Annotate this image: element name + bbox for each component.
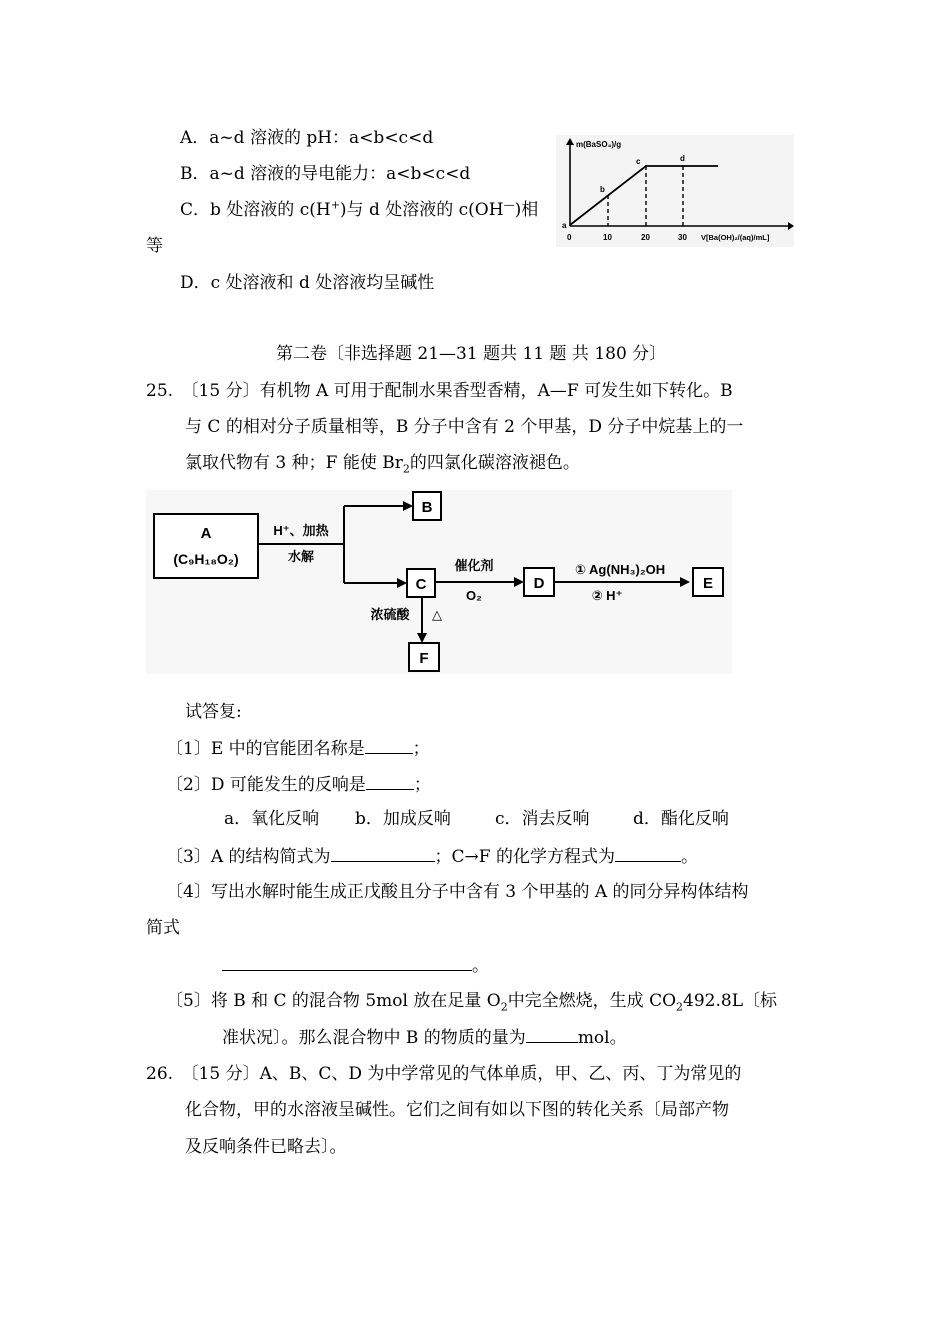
- point-d-label: d: [680, 154, 685, 163]
- sub-question-4-continued: 简式: [146, 918, 180, 938]
- x-axis-label: V[Ba(OH)₂/(aq)/mL]: [701, 233, 770, 242]
- box-f-label: F: [419, 650, 429, 667]
- sub2-option-c: c．消去反响: [495, 809, 590, 829]
- reaction-diagram: [146, 490, 732, 674]
- sub-question-5-continued: 准状况〕。那么混合物中 B 的物质的量为 mol。: [222, 1028, 627, 1048]
- cd-condition-top: 催化剂: [454, 558, 494, 573]
- sub-question-4: 〔4〕写出水解时能生成正戊酸且分子中含有 3 个甲基的 A 的同分异构体结构: [166, 882, 749, 902]
- cf-condition-right: △: [432, 607, 442, 622]
- condition-bottom: 水解: [287, 549, 315, 564]
- tick-10: 10: [603, 233, 612, 242]
- cd-condition-bottom: O₂: [466, 588, 482, 603]
- sub2-option-a: a．氧化反响: [224, 809, 320, 829]
- de-condition-top: ① Ag(NH₃)₂OH: [574, 562, 666, 577]
- box-a-label: A: [200, 525, 212, 542]
- answer-blank-3b[interactable]: [615, 845, 681, 862]
- answer-blank-4[interactable]: [222, 954, 472, 971]
- sub-question-2: 〔2〕D 可能发生的反响是 ；: [166, 775, 431, 795]
- option-d: D．c 处溶液和 d 处溶液均呈碱性: [180, 273, 435, 293]
- q25-line2: 与 C 的相对分子质量相等，B 分子中含有 2 个甲基，D 分子中烷基上的一: [185, 417, 744, 437]
- answer-blank-3a[interactable]: [331, 845, 435, 862]
- option-c: C．b 处溶液的 c(H+)与 d 处溶液的 c(OH—)相: [180, 198, 539, 220]
- option-a: A．a~d 溶液的 pH：a<b<c<d: [180, 128, 434, 148]
- sub-question-3: 〔3〕A 的结构简式为 ；C→F 的化学方程式为 。: [166, 847, 698, 867]
- answer-intro: 试答复:: [185, 702, 242, 722]
- q26-line2: 化合物，甲的水溶液呈碱性。它们之间有如以下图的转化关系〔局部产物: [185, 1100, 729, 1120]
- box-a: [154, 514, 258, 578]
- de-condition-bottom: ② H⁺: [591, 588, 623, 603]
- q25-line1: 25. 〔15 分〕有机物 A 可用于配制水果香型香精，A—F 可发生如下转化。B: [146, 381, 733, 401]
- point-a-label: a: [562, 221, 567, 230]
- section-title: 第二卷〔非选择题 21—31 题共 11 题 共 180 分〕: [276, 344, 667, 364]
- answer-blank-1[interactable]: [365, 737, 413, 754]
- sub-question-5: 〔5〕将 B 和 C 的混合物 5mol 放在足量 $O_2$中完全燃烧，生成 $CO_2492.8L$〔标: [166, 991, 778, 1014]
- cf-condition-left: 浓硫酸: [370, 607, 410, 622]
- option-b: B．a~d 溶液的导电能力：a<b<c<d: [180, 164, 471, 184]
- box-c-label: C: [415, 576, 427, 593]
- answer-blank-5[interactable]: [526, 1026, 578, 1043]
- box-d-label: D: [533, 575, 545, 592]
- baso4-graph: [556, 135, 794, 247]
- q26-line3: 及反响条件已略去〕。: [185, 1137, 347, 1157]
- q26-line1: 26. 〔15 分〕A、B、C、D 为中学常见的气体单质，甲、乙、丙、丁为常见的: [146, 1064, 742, 1084]
- q25-line3: 氯取代物有 3 种；F 能使 $Br_2$的四氯化碳溶液褪色。: [185, 453, 580, 476]
- y-axis-label: m(BaSO₄)/g: [576, 140, 622, 149]
- point-c-label: c: [636, 157, 641, 166]
- sub-question-1: 〔1〕E 中的官能团名称是 ；: [166, 739, 430, 759]
- box-a-formula: (C₉H₁₈O₂): [173, 551, 239, 567]
- tick-0: 0: [567, 233, 572, 242]
- sub-question-4-answer-line: 。: [222, 954, 489, 977]
- sub2-option-b: b．加成反响: [355, 809, 451, 829]
- tick-20: 20: [641, 233, 650, 242]
- box-e-label: E: [702, 575, 714, 592]
- box-b-label: B: [421, 499, 433, 516]
- answer-blank-2[interactable]: [366, 773, 414, 790]
- point-b-label: b: [600, 185, 605, 194]
- sub2-option-d: d．酯化反响: [633, 809, 729, 829]
- option-c-continued: 等: [146, 236, 163, 256]
- condition-top: H⁺、加热: [273, 523, 329, 538]
- tick-30: 30: [678, 233, 687, 242]
